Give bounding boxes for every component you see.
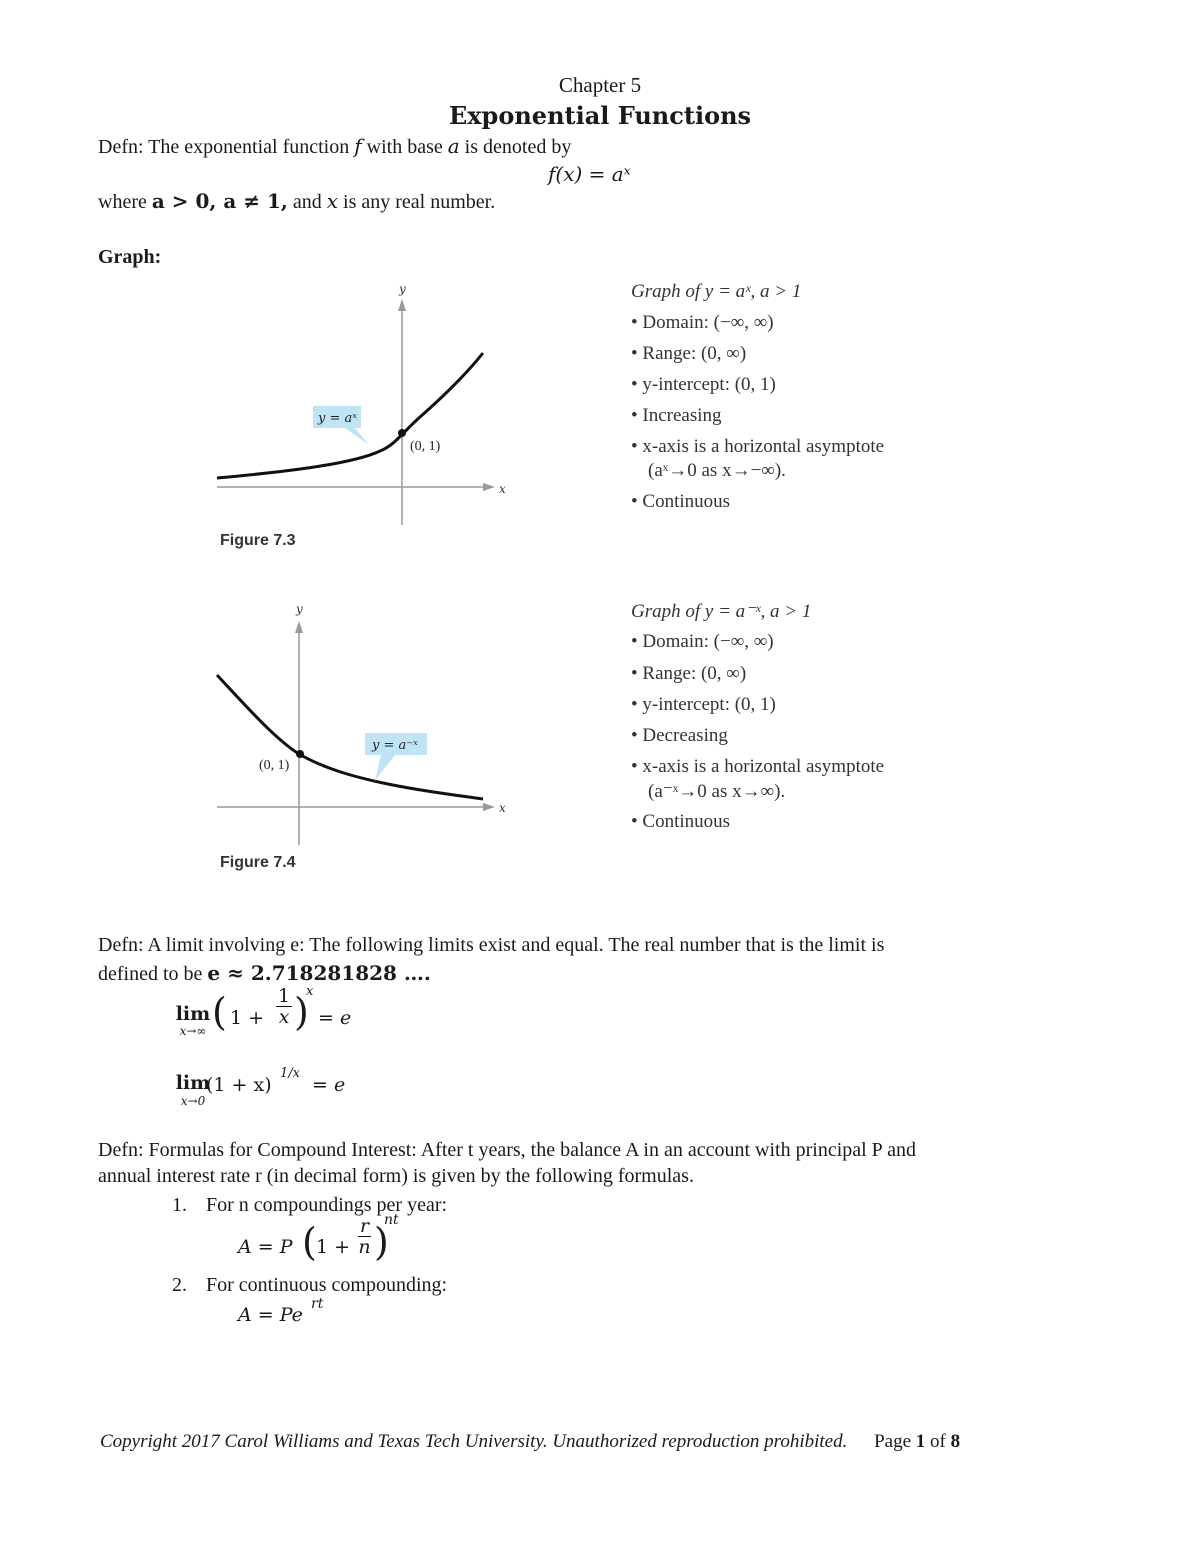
info-title: Graph of y = a⁻ˣ, a > 1 [631,601,812,622]
x-axis-arrow [483,483,495,491]
open-paren: ( [302,1220,317,1264]
fraction-1-over-x: $\frac{1}{x}$ [278,985,291,1028]
limit1-exponent: x [306,984,314,999]
limit1-one-plus: 1 + [230,1007,265,1029]
info-bullet: • y-intercept: (0, 1) [631,694,776,715]
point-label: (0, 1) [410,439,441,454]
e-definition-line1: Defn: A limit involving e: The following limits exist and equal. The real number that is the limit is [98,934,885,956]
info-bullet: • Domain: (−∞, ∞) [631,631,774,652]
curve-y-equals-a-to-neg-x [217,675,483,799]
info-bullet: • x-axis is a horizontal asymptote [631,756,885,777]
close-paren: ) [294,990,309,1034]
e-definition-line2: defined to be e ≈ 2.718281828 …. [98,961,431,985]
chapter-label: Chapter 5 [558,73,642,97]
figure-caption: Figure 7.3 [220,532,296,549]
curve-label: y = a⁻ˣ [372,738,418,753]
axis-label-x: x [499,482,506,496]
figure-7-4-graph [205,597,515,857]
figure-7-3-info [631,281,884,522]
page-indicator: Page 1 of 8 [874,1431,961,1452]
info-bullet: • Increasing [631,405,722,426]
figure-7-3-graph [205,275,515,535]
exp-definition-line2: where a > 0, a ≠ 1, and x is any real number. [98,189,496,213]
point-label: (0, 1) [259,758,290,773]
list-item-1: 1. For n compoundings per year: [172,1194,448,1216]
info-bullet-continued: (aˣ→0 as x→−∞). [648,460,786,481]
copyright-notice: Copyright 2017 Carol Williams and Texas Tech University. Unauthorized reproduction prohibited. [100,1431,848,1452]
info-title: Graph of y = aˣ, a > 1 [631,281,802,302]
y-axis-arrow [295,621,303,633]
interest-definition-line2: annual interest rate r (in decimal form) is given by the following formulas. [98,1165,694,1187]
info-bullet: • Range: (0, ∞) [631,343,747,364]
exp-definition-formula: f(x) = aˣ [548,162,631,186]
continuous-exponent: rt [311,1296,324,1312]
info-bullet: • y-intercept: (0, 1) [631,374,776,395]
curve-label: y = aˣ [318,411,357,426]
curve-label-pointer [375,755,395,781]
footer [100,1431,960,1453]
figure-7-4-info [631,600,884,842]
open-paren: ( [212,990,227,1034]
info-bullet-continued: (a⁻ˣ→0 as x→∞). [648,781,786,802]
close-paren: ) [374,1220,389,1264]
axis-label-y: y [399,282,406,296]
info-bullet: • Range: (0, ∞) [631,663,747,684]
interest-definition-line1: Defn: Formulas for Compound Interest: After t years, the balance A in an account with principal P and [98,1139,916,1161]
curve-label-pointer [345,428,369,445]
graph-heading: Graph: [98,246,162,268]
info-bullet: • Continuous [631,491,731,512]
info-bullet: • x-axis is a horizontal asymptote [631,436,885,457]
compound-one-plus: 1 + [316,1236,351,1258]
y-axis-arrow [398,299,406,311]
axis-label-x: x [499,801,506,815]
page-title: Exponential Functions [448,101,752,130]
info-bullet: • Continuous [631,811,731,832]
exp-definition-line1: Defn: The exponential function f with base a is denoted by [98,134,572,158]
x-axis-arrow [483,803,495,811]
info-bullet: • Domain: (−∞, ∞) [631,312,774,333]
lim-operator: lim [175,1072,211,1094]
intercept-point [398,429,406,437]
limit2-body: (1 + x) [206,1074,272,1096]
lim-operator: lim [175,1003,211,1025]
limit2-exponent: 1/x [280,1066,300,1081]
limit2-equals-e: = e [312,1074,346,1096]
limit1-equals-e: = e [318,1007,352,1029]
info-bullet: • Decreasing [631,725,728,746]
lim-subscript: x→∞ [179,1024,207,1038]
continuous-lhs: A = Pe [238,1304,303,1326]
axis-label-y: y [296,602,303,616]
compound-lhs: A = P [238,1236,293,1258]
list-item-2: 2. For continuous compounding: [172,1274,448,1296]
lim-subscript: x→0 [180,1094,206,1108]
figure-caption: Figure 7.4 [220,854,296,871]
fraction-r-over-n: $\frac{r}{n}$ [358,1215,371,1258]
intercept-point [296,750,304,758]
compound-exponent: nt [384,1212,399,1228]
